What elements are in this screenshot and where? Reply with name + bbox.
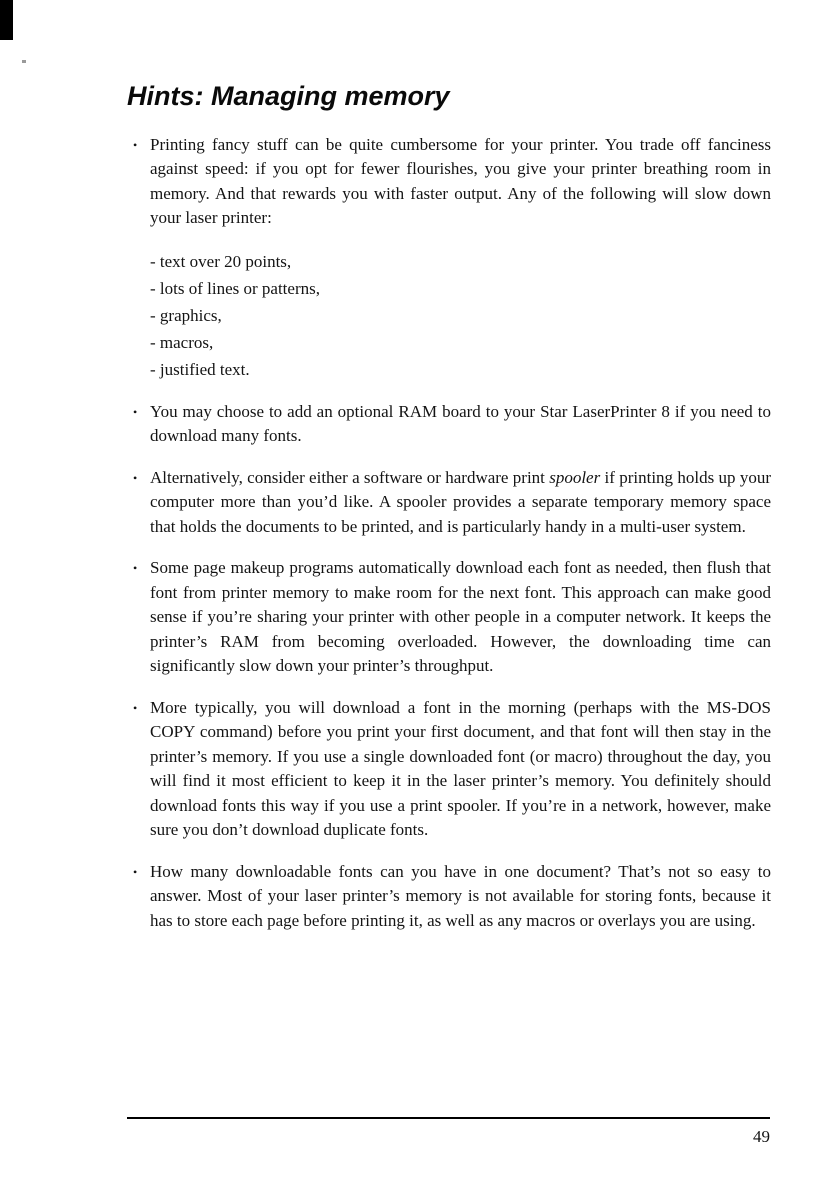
- bullet-icon: •: [133, 864, 138, 879]
- bullet-paragraph: [127, 466, 771, 540]
- footer-rule: [127, 1117, 770, 1119]
- paragraph-text: You may choose to add an optional RAM board to your Star LaserPrinter 8 if you need to download many fonts.: [150, 401, 771, 446]
- slowdown-items-list: [150, 248, 771, 383]
- list-item: - justified text.: [150, 359, 250, 379]
- bullet-icon: •: [133, 137, 138, 152]
- bullet-icon: •: [133, 470, 138, 485]
- paragraph-text: Printing fancy stuff can be quite cumbersome for your printer. You trade off fanciness against speed: if you opt for fewer flourishes, you give your printer breathing room in memory. And that rewards you with faster output. Any of the following will slow down your laser printer:: [150, 134, 771, 228]
- list-item: - graphics,: [150, 305, 222, 325]
- bullet-icon: •: [133, 700, 138, 715]
- bullet-icon: •: [133, 404, 138, 419]
- paragraph-text: More typically, you will download a font in the morning (perhaps with the MS-DOS COPY command) before you print your first document, and that font will then stay in the printer’s memory. If you use a single downloaded font (or macro) throughout the day, you will find it most efficient to keep it in the laser printer’s memory. You definitely should download fonts this way if you use a print spooler. If you’re in a network, however, make sure you don’t download duplicate fonts.: [150, 697, 771, 840]
- italic-term: spooler: [549, 467, 601, 487]
- page-title: Hints: Managing memory: [127, 81, 450, 111]
- paragraph-text: [150, 466, 771, 540]
- paragraph-text: How many downloadable fonts can you have in one document? That’s not so easy to answer. Most of your laser printer’s memory is not available for storing fonts, because it has to store each page before printing it, as well as any macros or overlays you are using.: [150, 861, 771, 930]
- bullet-paragraph: [127, 400, 771, 449]
- list-item: - lots of lines or patterns,: [150, 278, 320, 298]
- page-content: [127, 82, 771, 950]
- list-item: - text over 20 points,: [150, 251, 292, 271]
- list-item: - macros,: [150, 332, 214, 352]
- bullet-paragraph: [127, 556, 771, 679]
- page-number: 49: [753, 1127, 770, 1146]
- bullet-icon: •: [133, 561, 138, 576]
- bullet-paragraph: [127, 860, 771, 934]
- paragraph-segment: if printing holds up your computer more than you’d like. A spooler provides a separate temporary memory space that holds the documents to be printed, and is particularly handy in a multi-user system.: [150, 467, 772, 536]
- bullet-paragraph: [127, 696, 771, 843]
- scan-artifact-mark: [0, 0, 13, 40]
- scan-artifact-dot: [22, 60, 26, 63]
- paragraph-text: Some page makeup programs automatically download each font as needed, then flush that font from printer memory to make room for the next font. This approach can make good sense if you’re sharing your printer with other people in a computer network. It keeps the printer’s RAM from becoming overloaded. However, the downloading time can significantly slow down your printer’s throughput.: [150, 558, 771, 676]
- bullet-paragraph: [127, 133, 771, 231]
- paragraph-segment: Alternatively, consider either a software or hardware print: [150, 467, 550, 487]
